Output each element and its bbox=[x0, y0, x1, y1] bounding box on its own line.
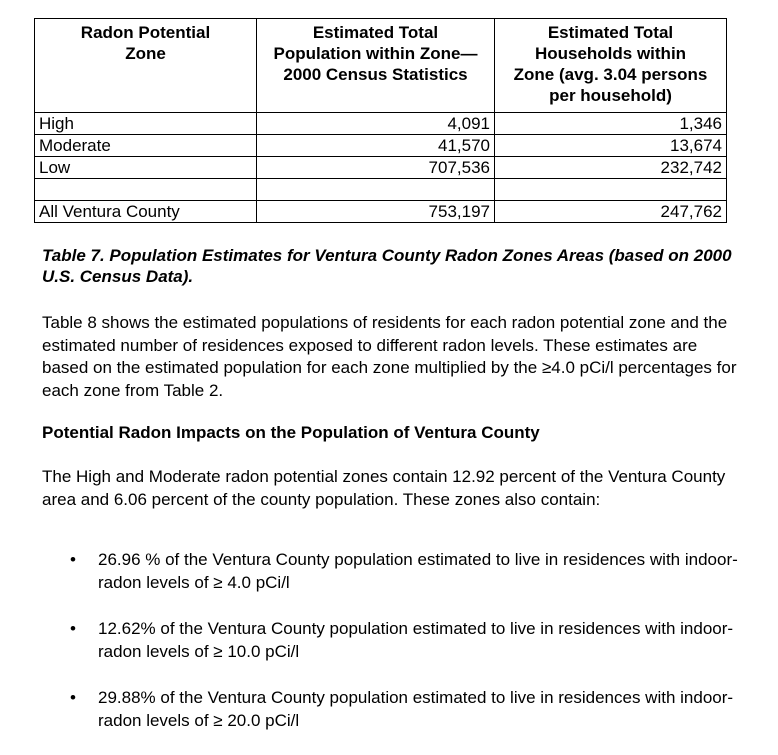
population-cell bbox=[257, 179, 495, 201]
paragraph-zones-summary: The High and Moderate radon potential zones contain 12.92 percent of the Ventura County area and 6.06 percent of the county population. These zones also contain: bbox=[42, 467, 726, 509]
zone-cell: High bbox=[35, 113, 257, 135]
table-row bbox=[35, 157, 727, 179]
bullet-text: 12.62% of the Ventura County population estimated to live in residences with indoor-radon levels of ≥ 10.0 pCi/l bbox=[98, 619, 734, 661]
list-item bbox=[42, 686, 742, 732]
table-row-empty bbox=[35, 179, 727, 201]
table-row bbox=[35, 113, 727, 135]
population-cell: 707,536 bbox=[257, 157, 495, 179]
zone-cell: Low bbox=[35, 157, 257, 179]
households-cell: 247,762 bbox=[495, 201, 727, 223]
zone-cell: All Ventura County bbox=[35, 201, 257, 223]
header-radon-zone: Radon Potential Zone bbox=[35, 19, 257, 113]
households-cell: 232,742 bbox=[495, 157, 727, 179]
households-cell bbox=[495, 179, 727, 201]
bullet-icon: • bbox=[70, 619, 76, 638]
header-population: Estimated Total Population within Zone— 2000 Census Statistics bbox=[257, 19, 495, 113]
zone-cell bbox=[35, 179, 257, 201]
households-cell: 13,674 bbox=[495, 135, 727, 157]
bullet-text: 29.88% of the Ventura County population estimated to live in residences with indoor-radon levels of ≥ 20.0 pCi/l bbox=[98, 688, 734, 730]
table-row bbox=[35, 135, 727, 157]
population-estimates-table bbox=[34, 18, 727, 223]
bullet-text: 26.96 % of the Ventura County population estimated to live in residences with indoor-radon levels of ≥ 4.0 pCi/l bbox=[98, 550, 738, 592]
population-cell: 41,570 bbox=[257, 135, 495, 157]
table-row-total bbox=[35, 201, 727, 223]
households-cell: 1,346 bbox=[495, 113, 727, 135]
bullet-icon: • bbox=[70, 688, 76, 707]
table-header-row bbox=[35, 19, 727, 113]
header-households: Estimated Total Households within Zone (avg. 3.04 persons per household) bbox=[495, 19, 727, 113]
zone-cell: Moderate bbox=[35, 135, 257, 157]
bullet-icon: • bbox=[70, 550, 76, 569]
paragraph-table8-description: Table 8 shows the estimated populations of residents for each radon potential zone and the estimated number of residences exposed to different radon levels. These estimates are based on the estimated population for each zone multiplied by the ≥4.0 pCi/l percentages for each zone from Table 2. bbox=[42, 313, 737, 400]
population-cell: 4,091 bbox=[257, 113, 495, 135]
population-cell: 753,197 bbox=[257, 201, 495, 223]
list-item bbox=[42, 617, 742, 663]
section-heading: Potential Radon Impacts on the Population of Ventura County bbox=[42, 423, 540, 442]
list-item bbox=[42, 548, 742, 594]
table-caption: Table 7. Population Estimates for Ventura County Radon Zones Areas (based on 2000 U.S. Census Data). bbox=[42, 246, 732, 286]
bullet-list bbox=[42, 548, 742, 755]
